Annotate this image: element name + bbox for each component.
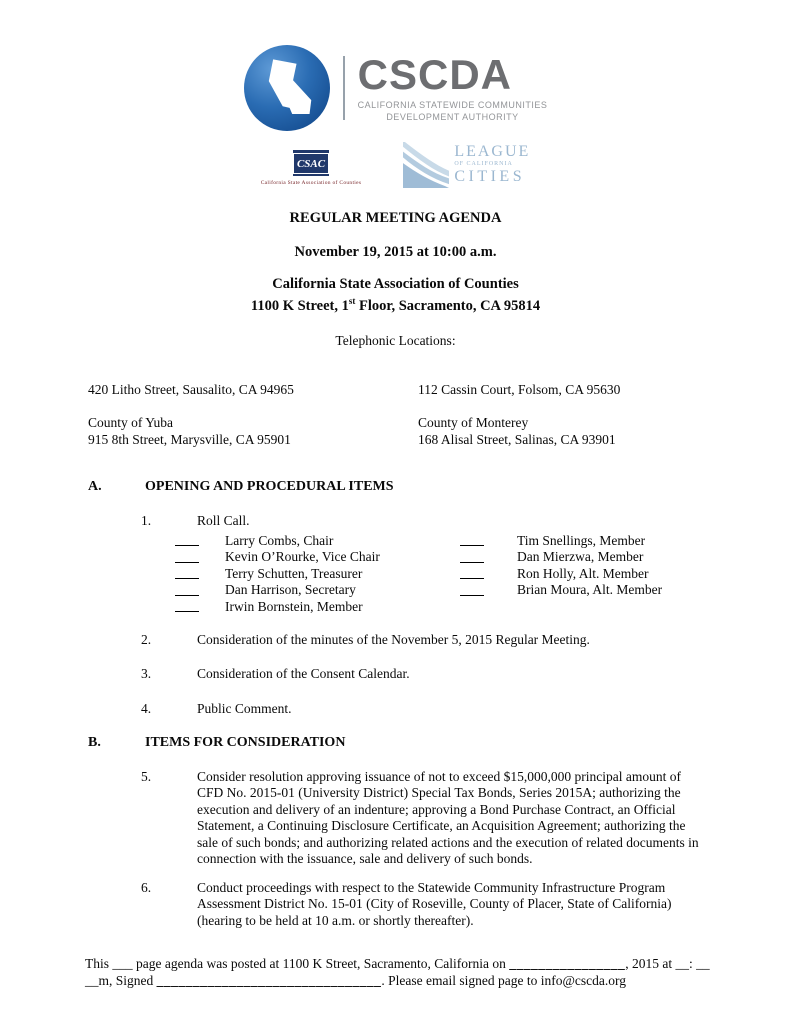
section-a-letter: A. bbox=[88, 479, 102, 495]
venue-name: California State Association of Counties bbox=[272, 276, 519, 292]
roll-call-list bbox=[0, 533, 791, 616]
venue-address: 1100 K Street, 1st Floor, Sacramento, CA 95814 bbox=[250, 295, 541, 314]
vote-blank-line bbox=[460, 535, 484, 546]
meeting-datetime: November 19, 2015 at 10:00 a.m. bbox=[294, 244, 497, 260]
league-swoosh-icon bbox=[403, 141, 449, 189]
cscda-tagline-1: CALIFORNIA STATEWIDE COMMUNITIES bbox=[357, 100, 548, 110]
league-logo bbox=[403, 141, 530, 189]
vote-blank-line bbox=[175, 552, 199, 563]
vote-blank-line bbox=[175, 535, 199, 546]
posting-date-blank: ________________ bbox=[509, 956, 626, 972]
vote-blank-line bbox=[175, 601, 199, 612]
location-monterey: County of Monterey 168 Alisal Street, Salinas, CA 93901 bbox=[418, 415, 616, 447]
roll-call-row: Dan Harrison, Secretary Brian Moura, Alt. Member bbox=[0, 582, 791, 599]
cscda-acronym: CSCDA bbox=[357, 51, 512, 98]
agenda-item-3: 3. Consideration of the Consent Calendar. bbox=[141, 665, 410, 681]
cscda-logo bbox=[0, 0, 791, 131]
signature-blank: _______________________________ bbox=[156, 973, 382, 989]
posting-statement: This ___ page agenda was posted at 1100 K Street, Sacramento, California on ________________, 2015 at __: __ __m, Signed _______________________________. Please email signed page to info@cscda.org bbox=[85, 956, 710, 989]
location-folsom: 112 Cassin Court, Folsom, CA 95630 bbox=[418, 381, 621, 397]
league-line-3: CITIES bbox=[454, 167, 526, 185]
agenda-item-1: 1. Roll Call. bbox=[141, 513, 250, 529]
csac-caption: California State Association of Counties bbox=[260, 180, 362, 186]
meeting-venue bbox=[0, 276, 791, 314]
partner-logos-row bbox=[0, 141, 791, 196]
telephonic-label: Telephonic Locations: bbox=[335, 332, 456, 348]
csac-box-icon bbox=[293, 150, 329, 176]
telephonic-row-1 bbox=[0, 382, 791, 399]
agenda-item-2: 2. Consideration of the minutes of the November 5, 2015 Regular Meeting. bbox=[141, 632, 590, 648]
section-b-heading bbox=[0, 735, 791, 751]
section-b-title: ITEMS FOR CONSIDERATION bbox=[145, 734, 346, 750]
location-sausalito: 420 Litho Street, Sausalito, CA 94965 bbox=[88, 381, 294, 397]
telephonic-row-2 bbox=[0, 415, 791, 448]
roll-call-row: Terry Schutten, Treasurer Ron Holly, Alt. Member bbox=[0, 566, 791, 583]
cscda-globe bbox=[244, 45, 330, 131]
location-yuba: County of Yuba 915 8th Street, Marysville, CA 95901 bbox=[88, 415, 291, 447]
section-b-letter: B. bbox=[88, 734, 101, 750]
vote-blank-line bbox=[175, 585, 199, 596]
league-line-2: OF CALIFORNIA bbox=[454, 161, 513, 168]
agenda-item-4: 4. Public Comment. bbox=[141, 701, 292, 717]
cscda-tagline-2: DEVELOPMENT AUTHORITY bbox=[386, 112, 519, 122]
league-line-1: LEAGUE bbox=[454, 143, 531, 161]
vote-blank-line bbox=[460, 568, 484, 579]
roll-call-row: Irwin Bornstein, Member bbox=[0, 599, 791, 616]
agenda-item-5: 5. Consider resolution approving issuance of not to exceed $15,000,000 principal amount of CFD No. 2015-01 (University District) Special Tax Bonds, Series 2015A; authorizing the execution and delivery of an indenture; approving a Bond Purchase Contract, an Official Statement, a Continuing Disclosure Certificate, an Acquisition Agreement; authorizing the sale of such bonds; and authorizing related actions and the execution of related documents in connection with the issuance, sale and delivery of such bonds. bbox=[141, 768, 699, 867]
csac-logo bbox=[261, 150, 362, 186]
vote-blank-line bbox=[175, 568, 199, 579]
roll-call-row: Kevin O’Rourke, Vice Chair Dan Mierzwa, Member bbox=[0, 549, 791, 566]
vote-blank-line bbox=[460, 552, 484, 563]
section-a-heading bbox=[0, 479, 791, 495]
meeting-title: REGULAR MEETING AGENDA bbox=[289, 210, 502, 226]
agenda-item-6: 6. Conduct proceedings with respect to the Statewide Community Infrastructure Program Assessment District No. 15-01 (City of Roseville, County of Placer, State of California) (hearing to be held at 10 a.m. or shortly thereafter). bbox=[141, 879, 672, 928]
vote-blank-line bbox=[460, 585, 484, 596]
csac-acronym: CSAC bbox=[296, 157, 326, 170]
logo-divider bbox=[343, 56, 345, 120]
roll-call-row: Larry Combs, Chair Tim Snellings, Member bbox=[0, 533, 791, 550]
section-a-title: OPENING AND PROCEDURAL ITEMS bbox=[145, 479, 394, 495]
california-state-icon bbox=[261, 56, 313, 120]
